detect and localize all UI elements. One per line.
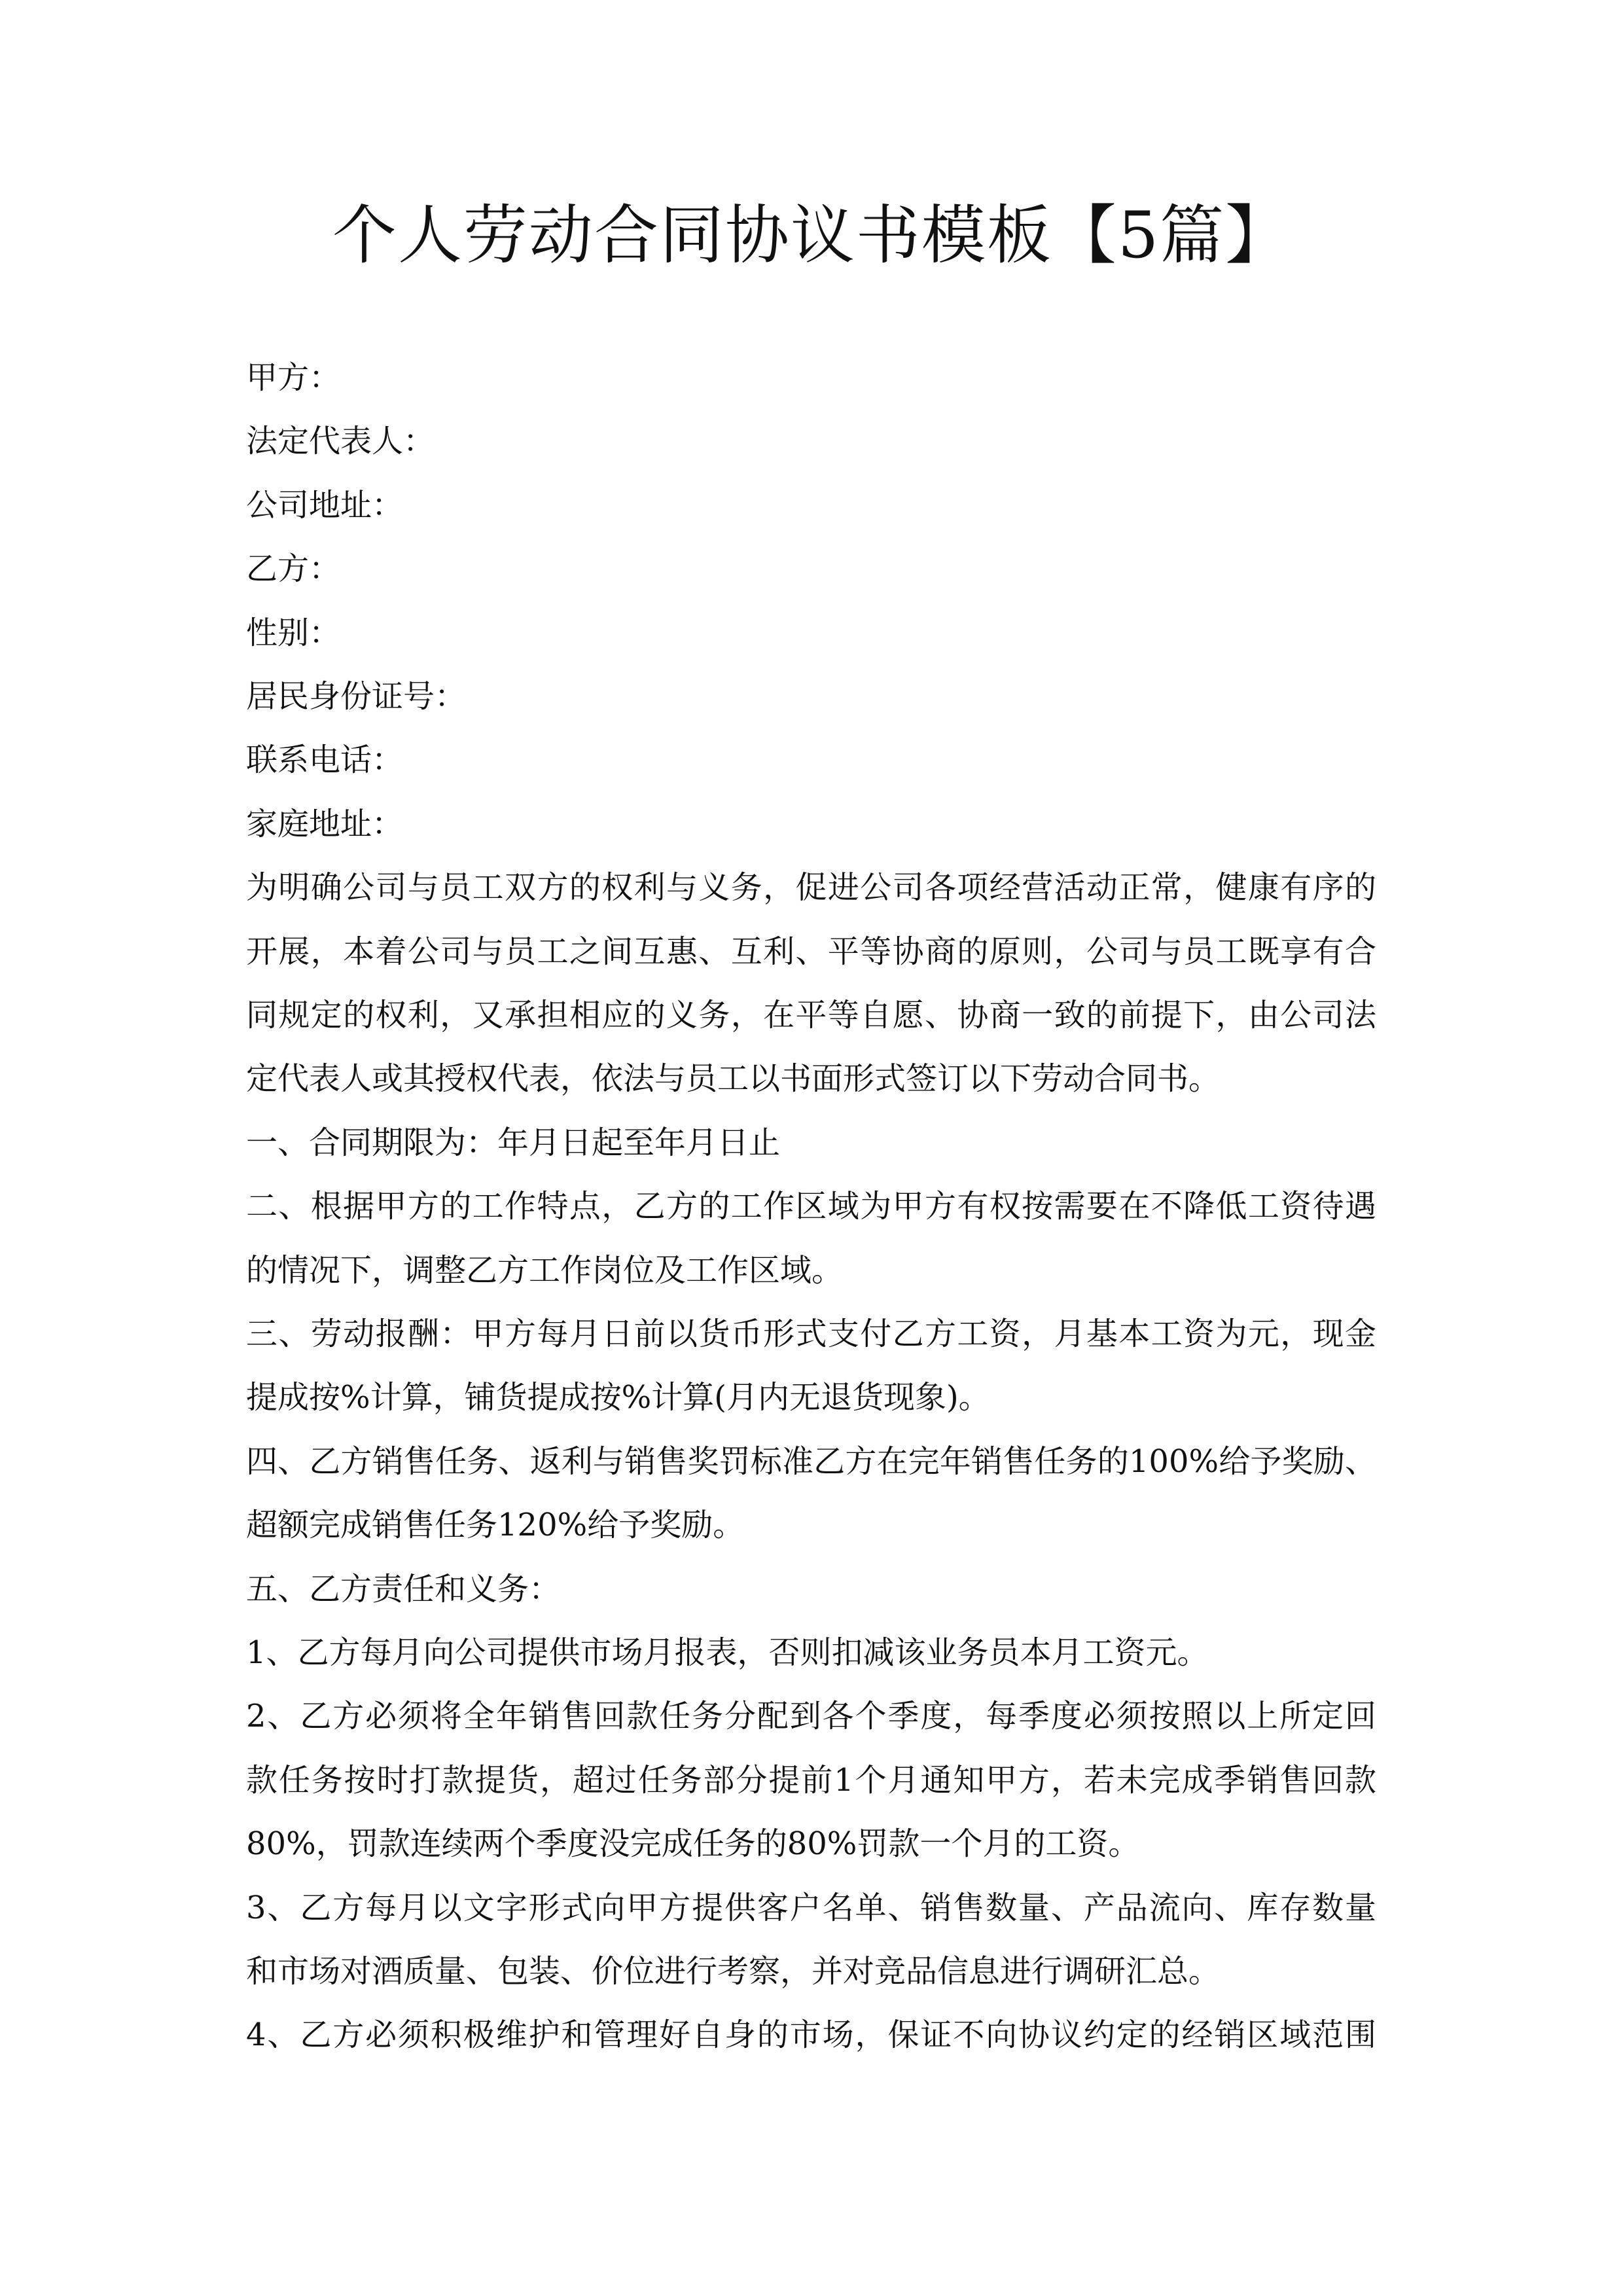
text-line: 联系电话： xyxy=(246,742,404,779)
text-line: 五、乙方责任和义务： xyxy=(246,1570,561,1607)
text-line: 提成按%计算，铺货提成按%计算(月内无退货现象)。 xyxy=(246,1379,990,1416)
text-line: 居民身份证号： xyxy=(246,678,467,715)
text-line: 性别： xyxy=(246,614,341,651)
text-line: 款任务按时打款提货，超过任务部分提前1个月通知甲方，若未完成季销售回款 xyxy=(246,1761,1376,1799)
text-line: 家庭地址： xyxy=(246,805,404,842)
text-line: 法定代表人： xyxy=(246,423,435,460)
text-line: 四、乙方销售任务、返利与销售奖罚标准乙方在完年销售任务的100%给予奖励、 xyxy=(246,1443,1376,1480)
text-line: 4、乙方必须积极维护和管理好自身的市场，保证不向协议约定的经销区域范围 xyxy=(246,2017,1376,2054)
text-line: 三、劳动报酬：甲方每月日前以货币形式支付乙方工资，月基本工资为元，现金 xyxy=(246,1316,1376,1352)
text-line: 一、合同期限为：年月日起至年月日止 xyxy=(246,1124,781,1161)
text-line: 1、乙方每月向公司提供市场月报表，否则扣减该业务员本月工资元。 xyxy=(246,1634,1209,1671)
text-line: 开展，本着公司与员工之间互惠、互利、平等协商的原则，公司与员工既享有合 xyxy=(246,933,1376,970)
text-line: 二、根据甲方的工作特点，乙方的工作区域为甲方有权按需要在不降低工资待遇 xyxy=(246,1188,1376,1225)
text-line: 同规定的权利，又承担相应的义务，在平等自愿、协商一致的前提下，由公司法 xyxy=(246,997,1376,1033)
text-line: 80%，罚款连续两个季度没完成任务的80%罚款一个月的工资。 xyxy=(246,1825,1140,1863)
text-line: 定代表人或其授权代表，依法与员工以书面形式签订以下劳动合同书。 xyxy=(246,1060,1221,1098)
text-line: 甲方： xyxy=(246,359,341,396)
text-line: 乙方： xyxy=(246,550,341,588)
text-line: 3、乙方每月以文字形式向甲方提供客户名单、销售数量、产品流向、库存数量 xyxy=(246,1889,1376,1926)
text-line: 的情况下，调整乙方工作岗位及工作区域。 xyxy=(246,1251,844,1289)
text-line: 公司地址： xyxy=(246,486,404,524)
text-line: 和市场对酒质量、包装、价位进行考察，并对竞品信息进行调研汇总。 xyxy=(246,1953,1221,1990)
text-line: 2、乙方必须将全年销售回款任务分配到各个季度，每季度必须按照以上所定回 xyxy=(246,1698,1376,1735)
text-line: 为明确公司与员工双方的权利与义务，促进公司各项经营活动正常，健康有序的 xyxy=(246,869,1376,906)
document-title: 个人劳动合同协议书模板【5篇】 xyxy=(332,198,1291,273)
text-line: 超额完成销售任务120%给予奖励。 xyxy=(246,1507,745,1544)
